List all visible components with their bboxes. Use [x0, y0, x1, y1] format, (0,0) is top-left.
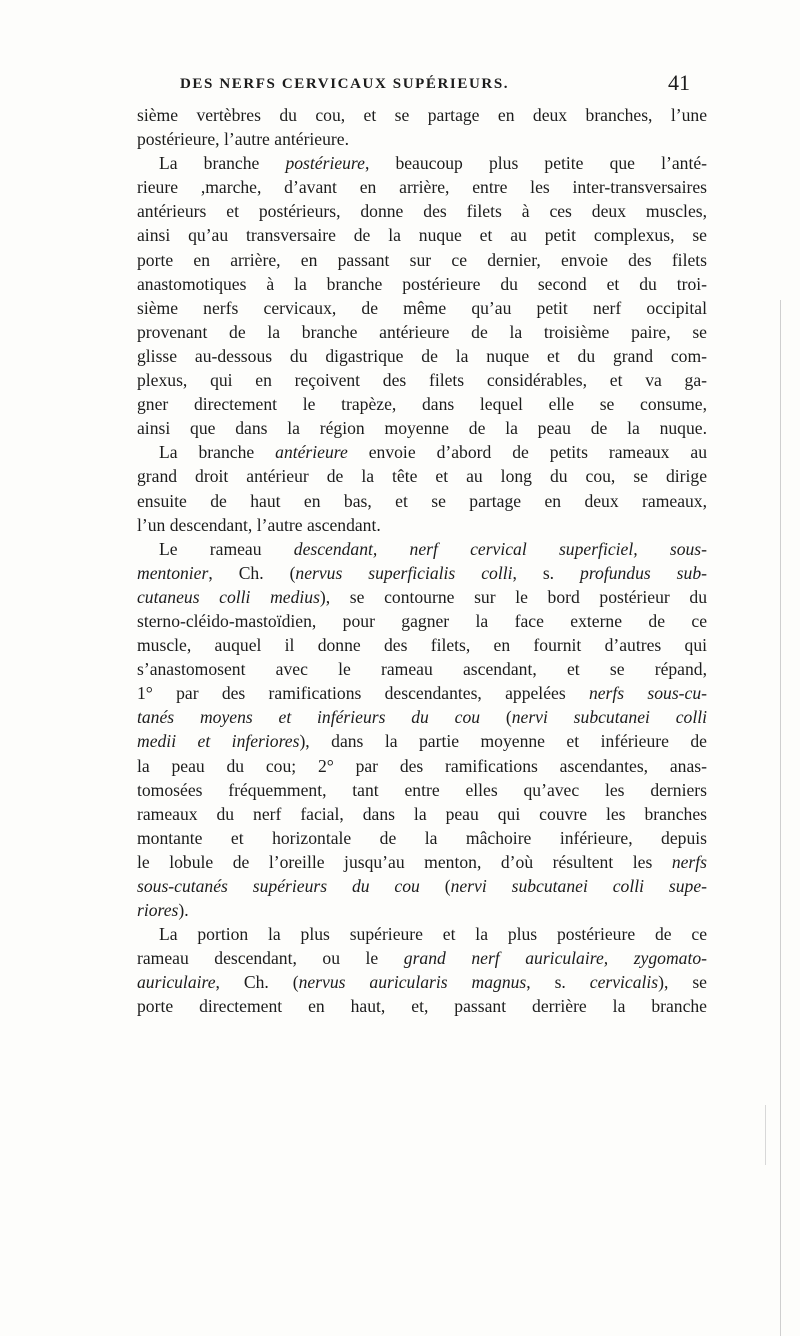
text-run: ), dans la partie moyenne et inférieure de [299, 731, 707, 752]
italic-text-run: antérieure [275, 442, 348, 463]
text-line [137, 344, 707, 368]
text-run: montante et horizontale de la mâchoire inférieure, depuis [137, 827, 707, 848]
text-run: Le rameau [159, 538, 294, 559]
text-run: porte en arrière, en passant sur ce dernier, envoie des filets [137, 249, 707, 270]
page-number: 41 [668, 70, 690, 95]
italic-text-run: cutaneus colli medius [137, 586, 320, 607]
text-run: provenant de la branche antérieure de la troisième paire, se [137, 321, 707, 342]
text-run: sième nerfs cervicaux, de même qu’au petit nerf occipital [137, 297, 707, 318]
text-line [137, 561, 707, 585]
italic-text-run: nervus superficialis colli [295, 562, 513, 583]
text-run: anastomotiques à la branche postérieure du second et du troi- [137, 273, 707, 294]
italic-text-run: descendant, nerf cervical superficiel, sous- [293, 538, 707, 559]
italic-text-run: auriculaire [137, 972, 216, 993]
text-run: rieure ,marche, d’avant en arrière, entre les inter-transversaires [137, 177, 707, 198]
italic-text-run: nervus auricularis magnus [298, 972, 527, 993]
italic-text-run: nerfs sous-cu- [588, 683, 707, 704]
italic-text-run: mentonier [137, 562, 209, 583]
text-line [137, 754, 707, 778]
text-run: ). [178, 900, 189, 921]
text-line [137, 585, 707, 609]
text-run: 1° par des ramifications descendantes, appelées [137, 683, 589, 704]
text-run: , Ch. ( [208, 562, 296, 583]
text-run: plexus, qui en reçoivent des filets considérables, et va ga- [137, 370, 707, 391]
text-line [137, 874, 707, 898]
text-line [137, 223, 707, 247]
text-run: le lobule de l’oreille jusqu’au menton, d’où résultent les [137, 851, 672, 872]
text-line [137, 489, 707, 513]
text-run: muscle, auquel il donne des filets, en fournit d’autres qui [137, 635, 707, 656]
text-run: envoie d’abord de petits rameaux au [347, 442, 707, 463]
text-run: ( [480, 707, 512, 728]
text-run: sième vertèbres du cou, et se partage en deux branches, l’une [137, 105, 707, 125]
text-line [137, 440, 707, 464]
text-run: porte directement en haut, et, passant derrière la branche [137, 996, 707, 1017]
italic-text-run: postérieure [285, 153, 365, 174]
text-run: ), se [658, 972, 707, 993]
text-line [137, 368, 707, 392]
text-run: antérieurs et postérieurs, donne des filets à ces deux muscles, [137, 201, 707, 222]
text-line [137, 537, 707, 561]
italic-text-run: nervi subcutanei colli [511, 707, 707, 728]
text-line [137, 199, 707, 223]
italic-text-run: nervi subcutanei colli supe- [450, 876, 707, 896]
page-edge-mark [765, 1105, 766, 1165]
text-run: , s. [512, 562, 581, 583]
text-run: , beaucoup plus petite que l’anté- [364, 153, 707, 174]
text-run: rameau descendant, ou le [137, 948, 404, 969]
text-run: sterno-cléido-mastoïdien, pour gagner la face externe de ce [137, 610, 707, 631]
text-line [137, 392, 707, 416]
text-line [137, 464, 707, 488]
text-line [137, 681, 707, 705]
italic-text-run: nerfs [671, 851, 707, 872]
text-run: ensuite de haut en bas, et se partage en deux rameaux, [137, 490, 707, 511]
text-line [137, 898, 707, 922]
italic-text-run: cervicalis [589, 972, 659, 993]
text-run: gner directement le trapèze, dans lequel elle se consume, [137, 394, 707, 415]
text-run: ainsi qu’au transversaire de la nuque et au petit complexus, se [137, 225, 707, 246]
text-line [137, 609, 707, 633]
text-run: La branche [159, 153, 286, 174]
italic-text-run: profundus sub- [580, 562, 707, 583]
text-line [137, 850, 707, 874]
text-line [137, 127, 707, 151]
text-run: , Ch. ( [215, 972, 299, 993]
text-run: ), se contourne sur le bord postérieur du [319, 586, 707, 607]
text-run: ( [419, 876, 451, 896]
text-run: La portion la plus supérieure et la plus postérieure de ce [159, 924, 707, 945]
italic-text-run: riores [137, 900, 179, 921]
text-line [137, 513, 707, 537]
text-line [137, 175, 707, 199]
text-run: , s. [526, 972, 590, 993]
italic-text-run: grand nerf auriculaire, zygomato- [403, 948, 707, 969]
text-run: postérieure, l’autre antérieure. [137, 129, 349, 150]
text-line [137, 729, 707, 753]
italic-text-run: tanés moyens et inférieurs du cou [137, 707, 481, 728]
body-text [137, 103, 707, 1019]
text-line [137, 248, 707, 272]
text-run: s’anastomosent avec le rameau ascendant, et se répand, [137, 659, 707, 680]
text-line [137, 946, 707, 970]
italic-text-run: sous-cutanés supérieurs du cou [137, 876, 420, 896]
text-line [137, 994, 707, 1018]
text-run: rameaux du nerf facial, dans la peau qui couvre les branches [137, 803, 707, 824]
italic-text-run: medii et inferiores [137, 731, 300, 752]
text-line [137, 826, 707, 850]
text-line [137, 103, 707, 127]
text-run: glisse au-dessous du digastrique de la nuque et du grand com- [137, 345, 707, 366]
text-line [137, 657, 707, 681]
text-line [137, 633, 707, 657]
text-run: grand droit antérieur de la tête et au long du cou, se dirige [137, 466, 707, 487]
text-run: tomosées fréquemment, tant entre elles qu’avec les derniers [137, 779, 707, 800]
text-line [137, 705, 707, 729]
text-line [137, 272, 707, 296]
text-line [137, 296, 707, 320]
text-line [137, 802, 707, 826]
text-run: La branche [159, 442, 276, 463]
text-line [137, 922, 707, 946]
text-line [137, 416, 707, 440]
text-run: ainsi que dans la région moyenne de la peau de la nuque. [137, 418, 707, 439]
page-edge-line [780, 300, 781, 1336]
text-line [137, 778, 707, 802]
text-line [137, 970, 707, 994]
text-run: la peau du cou; 2° par des ramifications ascendantes, anas- [137, 755, 707, 776]
running-title: DES NERFS CERVICAUX SUPÉRIEURS. [180, 76, 510, 92]
text-line [137, 320, 707, 344]
text-run: l’un descendant, l’autre ascendant. [137, 514, 381, 535]
running-head [180, 70, 690, 100]
text-line [137, 151, 707, 175]
